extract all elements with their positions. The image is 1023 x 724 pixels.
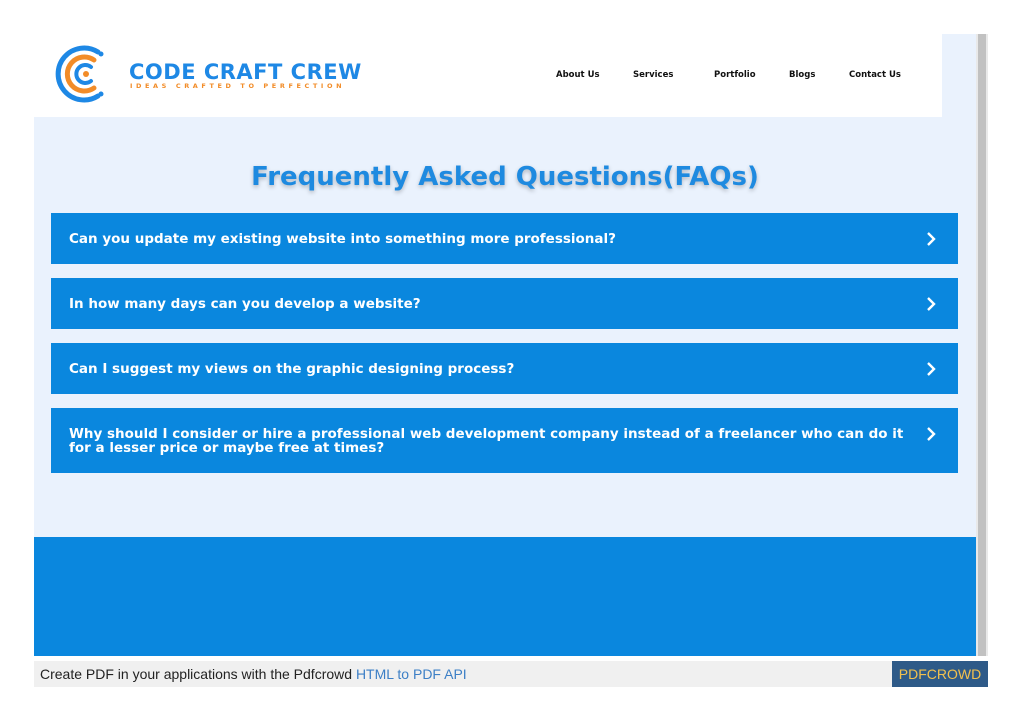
faq-question: Can I suggest my views on the graphic designing process?	[69, 361, 515, 377]
pdfcrowd-message	[40, 666, 467, 682]
faq-heading: Frequently Asked Questions(FAQs)	[251, 162, 759, 192]
chevron-right-icon[interactable]	[926, 427, 936, 441]
faq-question: In how many days can you develop a website?	[69, 296, 421, 312]
faq-item-1[interactable]	[51, 213, 958, 264]
faq-item-4[interactable]	[51, 408, 958, 473]
brand-name: CODE CRAFT CREW	[129, 60, 362, 84]
code-craft-crew-logo-icon[interactable]	[54, 42, 118, 106]
nav-blogs[interactable]: Blogs	[789, 70, 816, 80]
site-header	[34, 34, 942, 117]
chevron-right-icon[interactable]	[926, 232, 936, 246]
scrollbar-thumb[interactable]	[978, 34, 986, 656]
nav-services[interactable]: Services	[633, 70, 674, 80]
faq-question: Why should I consider or hire a professional web development company instead of a freelancer who can do it for a lesser price or maybe free at times?	[69, 426, 904, 456]
pdfcrowd-bar	[34, 661, 988, 687]
vertical-scrollbar[interactable]	[976, 34, 988, 656]
pdfcrowd-badge[interactable]: PDFCROWD	[892, 661, 988, 687]
pdfcrowd-api-link[interactable]: HTML to PDF API	[355, 666, 467, 682]
chevron-right-icon[interactable]	[926, 297, 936, 311]
nav-contact-us[interactable]: Contact Us	[849, 70, 901, 80]
web-page	[34, 34, 976, 656]
nav-about-us[interactable]: About Us	[556, 70, 600, 80]
footer-band	[34, 537, 976, 656]
pdfcrowd-text: Create PDF in your applications with the Pdfcrowd	[40, 666, 353, 682]
faq-item-3[interactable]	[51, 343, 958, 394]
brand-tagline: IDEAS CRAFTED TO PERFECTION	[130, 82, 346, 90]
faq-item-2[interactable]	[51, 278, 958, 329]
nav-portfolio[interactable]: Portfolio	[714, 70, 756, 80]
chevron-right-icon[interactable]	[926, 362, 936, 376]
faq-question: Can you update my existing website into something more professional?	[69, 231, 616, 247]
